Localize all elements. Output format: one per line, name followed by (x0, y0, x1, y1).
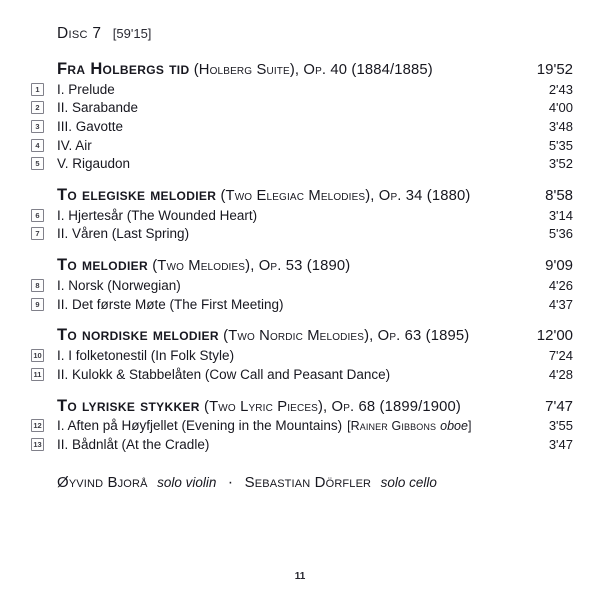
section-title-main: Fra Holbergs tid (57, 60, 190, 78)
track-row (31, 435, 573, 454)
track-duration: 3'52 (548, 156, 573, 172)
section-heading (31, 397, 573, 417)
section-title (57, 397, 461, 416)
track-title: III. Gavotte (57, 118, 124, 134)
section-duration: 9'09 (545, 257, 573, 275)
section-title (57, 256, 350, 275)
track-title: V. Rigaudon (57, 156, 131, 172)
track-title: II. Sarabande (57, 100, 139, 116)
track-duration: 3'48 (548, 118, 573, 134)
section-title-main: To lyriske stykker (57, 396, 200, 415)
track-number-badge: 9 (31, 298, 44, 311)
section-duration: 12'00 (536, 327, 573, 345)
guest-instrument: oboe (440, 419, 468, 434)
track-row (31, 346, 573, 365)
performer-name: Sebastian Dörfler (244, 473, 372, 491)
section-heading (31, 60, 573, 80)
track-row (31, 276, 573, 295)
track-number-badge: 11 (31, 368, 44, 381)
section-heading (31, 186, 573, 206)
section-two-elegiac-melodies (31, 186, 573, 243)
track-title: I. Hjertesår (The Wounded Heart) (57, 207, 258, 223)
track-title: II. Det første Møte (The First Meeting) (57, 296, 284, 312)
section-title-rest: (Two Nordic Melodies), Op. 63 (1895) (218, 328, 470, 345)
track-number-badge: 2 (31, 101, 44, 114)
track-number-badge: 13 (31, 438, 44, 451)
track-duration: 4'37 (548, 296, 573, 312)
section-title-main: To elegiske melodier (57, 185, 217, 204)
performer-role: solo cello (380, 474, 437, 490)
section-title-main: To melodier (57, 256, 148, 275)
track-duration: 5'36 (548, 226, 573, 242)
disc-label: Disc 7 (57, 25, 102, 42)
track-number-badge: 10 (31, 349, 44, 362)
track-number-badge: 7 (31, 227, 44, 240)
track-row (31, 154, 573, 173)
track-duration: 5'35 (548, 137, 573, 153)
track-duration: 3'55 (548, 418, 573, 434)
section-duration: 8'58 (545, 186, 573, 204)
track-title: II. Bådnlåt (At the Cradle) (57, 436, 210, 452)
track-duration: 3'47 (548, 436, 573, 452)
track-duration: 4'28 (548, 366, 573, 382)
track-number-badge: 5 (31, 157, 44, 170)
page-number: 11 (294, 571, 306, 582)
credit-separator: · (227, 473, 234, 491)
track-duration: 7'24 (548, 348, 573, 364)
track-number-badge: 12 (31, 419, 44, 432)
track-row (31, 417, 573, 436)
track-row (31, 295, 573, 314)
section-title-rest: (Holberg Suite), Op. 40 (1884/1885) (189, 62, 433, 78)
track-guest-credit (347, 419, 471, 433)
disc-header (57, 25, 573, 43)
track-row (31, 99, 573, 118)
track-duration: 3'14 (548, 207, 573, 223)
section-title (57, 326, 469, 345)
performer-credits (57, 474, 573, 492)
section-holberg-suite (31, 60, 573, 173)
track-number-badge: 3 (31, 120, 44, 133)
track-number-badge: 4 (31, 139, 44, 152)
disc-total-duration: [59'15] (112, 26, 152, 41)
section-heading (31, 256, 573, 276)
track-title: I. I folketonestil (In Folk Style) (57, 348, 235, 364)
section-two-melodies (31, 256, 573, 313)
section-heading (31, 326, 573, 346)
section-title (57, 60, 433, 79)
track-title: II. Våren (Last Spring) (57, 226, 190, 242)
section-title-rest: (Two Lyric Pieces), Op. 68 (1899/1900) (199, 398, 461, 415)
section-title (57, 186, 470, 205)
track-title: I. Norsk (Norwegian) (57, 277, 181, 293)
section-two-lyric-pieces (31, 397, 573, 454)
track-row (31, 206, 573, 225)
track-title: II. Kulokk & Stabbelåten (Cow Call and Peasant Dance) (57, 366, 391, 382)
track-row (31, 80, 573, 99)
track-number-badge: 1 (31, 83, 44, 96)
section-title-rest: (Two Elegiac Melodies), Op. 34 (1880) (216, 187, 471, 204)
guest-name: Rainer Gibbons (350, 419, 437, 434)
track-duration: 2'43 (548, 81, 573, 97)
track-duration: 4'26 (548, 277, 573, 293)
track-row (31, 136, 573, 155)
track-title: I. Prelude (57, 81, 115, 97)
track-title: IV. Air (57, 137, 92, 153)
track-number-badge: 8 (31, 279, 44, 292)
performer-role: solo violin (157, 474, 217, 490)
section-two-nordic-melodies (31, 326, 573, 383)
section-duration: 7'47 (545, 397, 573, 415)
section-title-main: To nordiske melodier (57, 326, 219, 345)
track-title-text: I. Aften på Høyfjellet (Evening in the Mountains) (57, 418, 343, 434)
section-duration: 19'52 (536, 61, 573, 78)
section-title-rest: (Two Melodies), Op. 53 (1890) (147, 258, 351, 275)
track-row (31, 225, 573, 244)
performer-name: Øyvind Bjorå (57, 473, 148, 491)
track-number-badge: 6 (31, 209, 44, 222)
track-duration: 4'00 (548, 100, 573, 116)
track-row (31, 365, 573, 384)
track-title (57, 418, 471, 433)
track-row (31, 117, 573, 136)
